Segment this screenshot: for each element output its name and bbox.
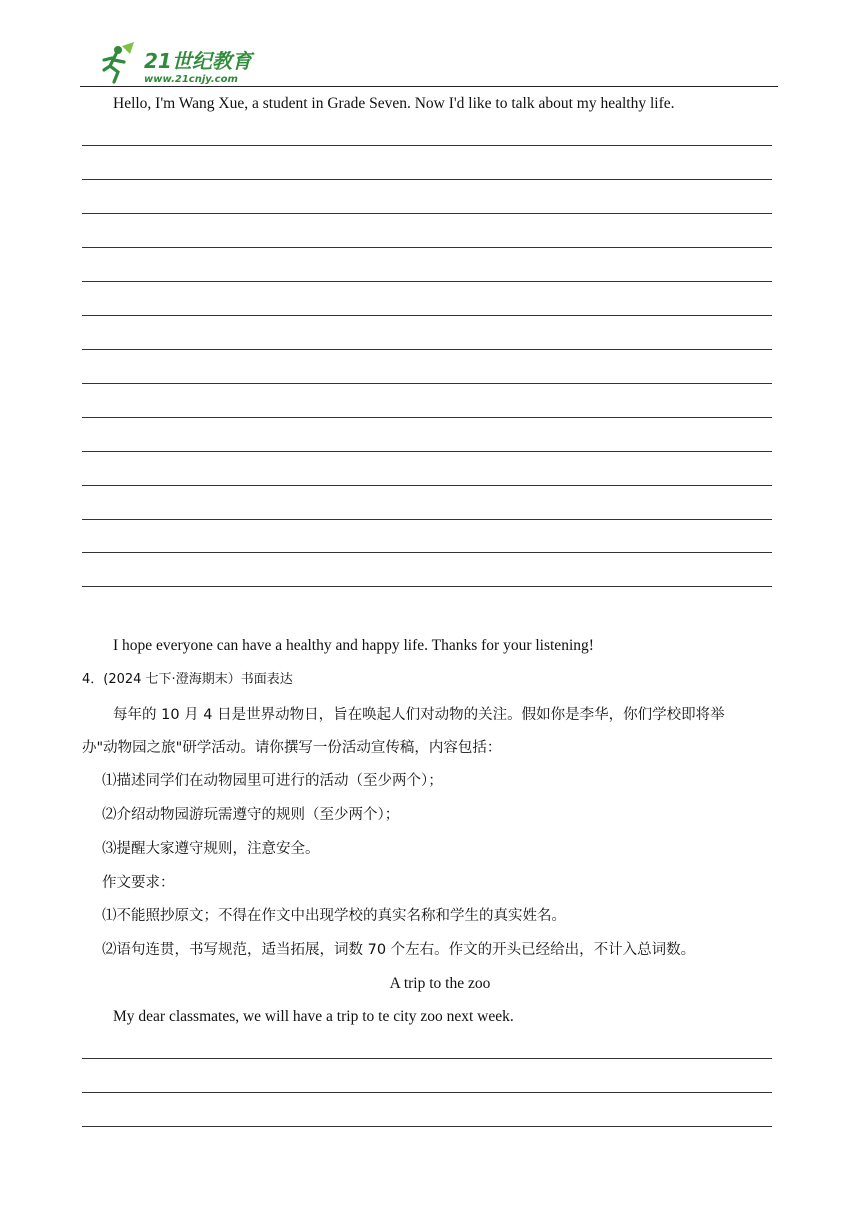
essay-opening-sentence: My dear classmates, we will have a trip to te city zoo next week. <box>113 1008 514 1025</box>
q4-point-3: ⑶提醒大家遵守规则，注意安全。 <box>102 841 320 857</box>
q4-intro-line-2: 办"动物园之旅"研学活动。请你撰写一份活动宣传稿，内容包括： <box>82 740 502 756</box>
q4-requirement-2: ⑵语句连贯，书写规范，适当拓展，词数 70 个左右。作文的开头已经给出，不计入总词数。 <box>102 942 696 958</box>
writing-line <box>82 213 772 214</box>
q4-point-2: ⑵介绍动物园游玩需遵守的规则（至少两个）； <box>102 807 400 823</box>
writing-line <box>82 1126 772 1127</box>
runner-icon <box>104 42 134 82</box>
writing-line <box>82 1092 772 1093</box>
writing-line <box>82 485 772 486</box>
header-divider <box>80 86 778 87</box>
writing-line <box>82 519 772 520</box>
writing-line <box>82 145 772 146</box>
writing-line <box>82 552 772 553</box>
writing-line <box>82 1058 772 1059</box>
writing-line <box>82 315 772 316</box>
q4-requirement-1: ⑴不能照抄原文；不得在作文中出现学校的真实名称和学生的真实姓名。 <box>102 908 566 924</box>
q3-opening-sentence: Hello, I'm Wang Xue, a student in Grade Seven. Now I'd like to talk about my healthy life. <box>113 95 675 112</box>
writing-line <box>82 349 772 350</box>
q3-closing-sentence: I hope everyone can have a healthy and happy life. Thanks for your listening! <box>113 637 594 654</box>
logo <box>100 40 270 86</box>
q4-requirements-title: 作文要求： <box>102 875 175 891</box>
q4-intro-line-1: 每年的 10 月 4 日是世界动物日，旨在唤起人们对动物的关注。假如你是李华，你们学校即将举 <box>113 707 725 723</box>
writing-line <box>82 247 772 248</box>
writing-line <box>82 179 772 180</box>
logo-text: 21世纪教育 <box>144 49 252 73</box>
logo-url: www.21cnjy.com <box>144 74 238 85</box>
writing-line <box>82 383 772 384</box>
writing-line <box>82 281 772 282</box>
writing-line <box>82 451 772 452</box>
writing-line <box>82 417 772 418</box>
q4-heading: 4．(2024 七下·澄海期末）书面表达 <box>82 672 293 687</box>
q4-point-1: ⑴描述同学们在动物园里可进行的活动（至少两个）； <box>102 773 443 789</box>
essay-title: A trip to the zoo <box>389 975 491 992</box>
writing-line <box>82 586 772 587</box>
